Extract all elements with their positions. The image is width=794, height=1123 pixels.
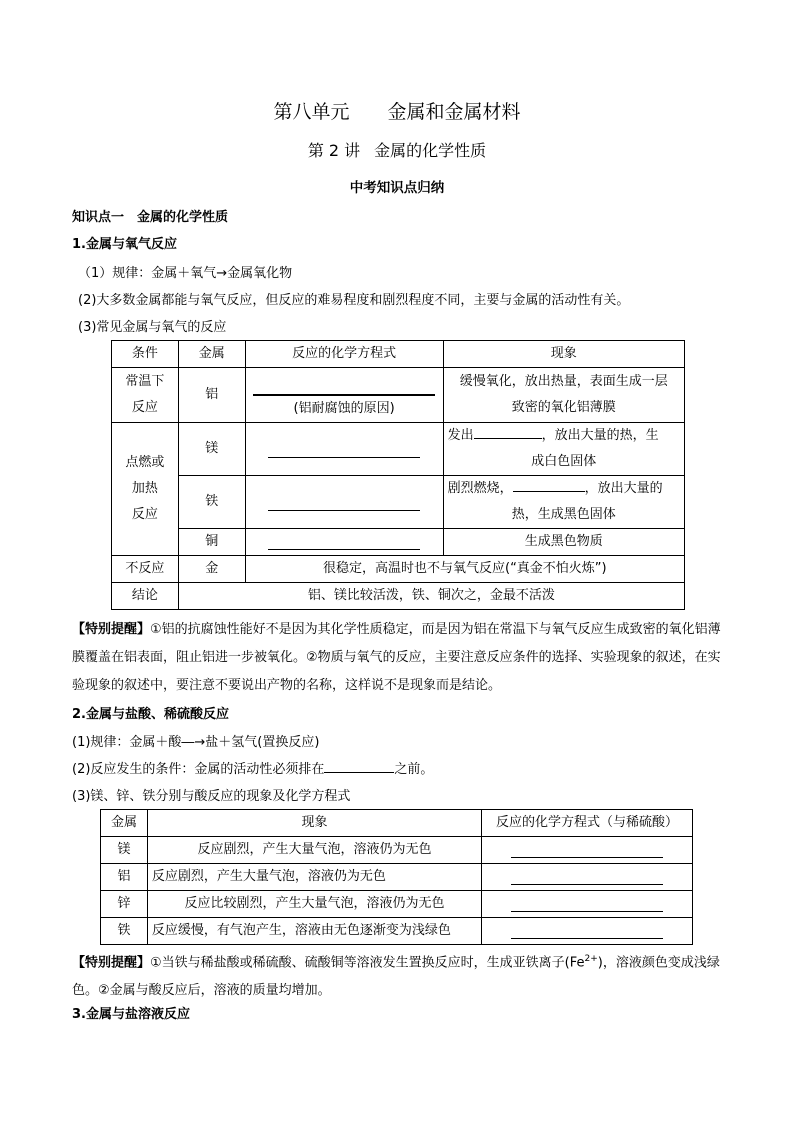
equation-cell bbox=[245, 476, 443, 529]
equation-note: (铝耐腐蚀的原因) bbox=[293, 401, 395, 416]
phenomenon-cell: 反应缓慢，有气泡产生，溶液由无色逐渐变为浅绿色 bbox=[147, 918, 481, 945]
activity-line: (2)大多数金属都能与氧气反应，但反应的难易程度和剧烈程度不同，主要与金属的活动性有关。 bbox=[78, 293, 630, 308]
condition-cell: 不反应 bbox=[112, 556, 179, 583]
metal-cell: 铁 bbox=[101, 918, 148, 945]
lecture-name: 金属的化学性质 bbox=[374, 141, 487, 160]
equation-cell bbox=[482, 837, 693, 864]
table-row bbox=[112, 368, 685, 423]
table2-caption: (3)镁、锌、铁分别与酸反应的现象及化学方程式 bbox=[72, 789, 351, 804]
knowledge-point-1-title: 知识点一 金属的化学性质 bbox=[72, 210, 229, 225]
condition-line: (2)反应发生的条件：金属的活动性必须排在 之前。 bbox=[72, 762, 434, 777]
lecture-number: 第 2 讲 bbox=[307, 141, 361, 160]
equation-cell bbox=[245, 423, 443, 476]
answer-blank[interactable] bbox=[268, 535, 420, 550]
equation-cell bbox=[482, 918, 693, 945]
equation-cell bbox=[245, 529, 443, 556]
lecture-title bbox=[0, 138, 794, 161]
equation-cell bbox=[245, 368, 443, 423]
metal-cell: 锌 bbox=[101, 891, 148, 918]
table-header-row bbox=[101, 810, 693, 837]
equation-cell bbox=[482, 891, 693, 918]
special-reminder-2 bbox=[72, 945, 722, 1005]
unit-title bbox=[0, 97, 794, 124]
metal-cell: 铁 bbox=[178, 476, 245, 529]
header-metal: 金属 bbox=[178, 341, 245, 368]
table-row bbox=[101, 837, 693, 864]
metal-cell: 镁 bbox=[178, 423, 245, 476]
special-reminder-1 bbox=[72, 616, 722, 700]
header-phenomenon: 现象 bbox=[443, 341, 684, 368]
table-row bbox=[112, 529, 685, 556]
metal-cell: 铝 bbox=[101, 864, 148, 891]
phenomenon-cell: 反应比较剧烈，产生大量气泡，溶液仍为无色 bbox=[147, 891, 481, 918]
answer-blank[interactable] bbox=[268, 494, 420, 511]
condition-cell: 点燃或 加热 反应 bbox=[112, 423, 179, 556]
reminder-text: ①当铁与稀盐酸或稀硫酸、硫酸铜等溶液发生置换反应时，生成亚铁离子(Fe bbox=[150, 955, 585, 971]
subsection-1-title: 1.金属与氧气反应 bbox=[72, 237, 177, 252]
condition-cell: 结论 bbox=[112, 583, 179, 610]
acid-rule-line: (1)规律：金属＋酸―→盐＋氢气(置换反应) bbox=[72, 735, 320, 750]
metal-cell: 铜 bbox=[178, 529, 245, 556]
metal-oxygen-table bbox=[111, 340, 685, 610]
table-row bbox=[112, 583, 685, 610]
table-row bbox=[101, 891, 693, 918]
table-row bbox=[112, 476, 685, 529]
header-condition: 条件 bbox=[112, 341, 179, 368]
reminder-text-cont: )，溶液颜色变成浅绿色。②金属与酸反应后，溶液的质量均增加。 bbox=[72, 955, 720, 999]
subsection-2-title: 2.金属与盐酸、稀硫酸反应 bbox=[72, 707, 229, 722]
reminder-heading: 【特别提醒】 bbox=[72, 955, 151, 971]
section-title: 中考知识点归纳 bbox=[349, 180, 445, 196]
table-row bbox=[112, 423, 685, 476]
metal-cell: 镁 bbox=[101, 837, 148, 864]
unit-number: 第八单元 bbox=[273, 101, 350, 123]
phenomenon-cell: 生成黑色物质 bbox=[443, 529, 684, 556]
header-equation: 反应的化学方程式（与稀硫酸） bbox=[482, 810, 693, 837]
phenomenon-cell: 反应剧烈，产生大量气泡，溶液仍为无色 bbox=[147, 864, 481, 891]
ion-charge: 2+ bbox=[584, 954, 598, 964]
answer-blank[interactable] bbox=[253, 368, 435, 396]
table-row bbox=[112, 556, 685, 583]
answer-blank[interactable] bbox=[474, 426, 542, 439]
header-metal: 金属 bbox=[101, 810, 148, 837]
metal-cell: 金 bbox=[178, 556, 245, 583]
table-row bbox=[101, 864, 693, 891]
condition-cell: 常温下 反应 bbox=[112, 368, 179, 423]
subsection-3-title: 3.金属与盐溶液反应 bbox=[72, 1007, 190, 1022]
table-header-row bbox=[112, 341, 685, 368]
answer-blank[interactable] bbox=[511, 897, 663, 912]
metal-acid-table bbox=[100, 809, 693, 945]
phenomenon-cell: 发出 ，放出大量的热，生 成白色固体 bbox=[443, 423, 684, 476]
description-cell: 很稳定，高温时也不与氧气反应(“真金不怕火炼”) bbox=[245, 556, 684, 583]
table-row bbox=[101, 918, 693, 945]
conclusion-cell: 铝、镁比较活泼，铁、铜次之，金最不活泼 bbox=[178, 583, 684, 610]
header-equation: 反应的化学方程式 bbox=[245, 341, 443, 368]
phenomenon-cell: 反应剧烈，产生大量气泡，溶液仍为无色 bbox=[147, 837, 481, 864]
phenomenon-cell: 缓慢氧化，放出热量，表面生成一层 致密的氧化铝薄膜 bbox=[443, 368, 684, 423]
header-phenomenon: 现象 bbox=[147, 810, 481, 837]
phenomenon-cell: 剧烈燃烧， ，放出大量的 热，生成黑色固体 bbox=[443, 476, 684, 529]
rule-line: （1）规律：金属＋氧气→金属氧化物 bbox=[78, 266, 293, 281]
answer-blank[interactable] bbox=[513, 479, 585, 492]
equation-cell bbox=[482, 864, 693, 891]
answer-blank[interactable] bbox=[268, 441, 420, 458]
answer-blank[interactable] bbox=[511, 843, 663, 858]
answer-blank[interactable] bbox=[511, 870, 663, 885]
unit-name: 金属和金属材料 bbox=[387, 101, 521, 123]
reminder-text: ①铝的抗腐蚀性能好不是因为其化学性质稳定，而是因为铝在常温下与氧气反应生成致密的氧化铝薄膜覆盖在铝表面，阻止铝进一步被氧化。②物质与氧气的反应，主要注意反应条件的选择、实验现象的叙述，在实验现象的叙述中，要注意不要说出产物的名称，这样说不是现象而是结论。 bbox=[72, 622, 721, 693]
answer-blank[interactable] bbox=[511, 924, 663, 939]
metal-cell: 铝 bbox=[178, 368, 245, 423]
reminder-heading: 【特别提醒】 bbox=[72, 622, 151, 637]
table1-caption: (3)常见金属与氧气的反应 bbox=[78, 320, 227, 335]
answer-blank[interactable] bbox=[324, 760, 394, 773]
